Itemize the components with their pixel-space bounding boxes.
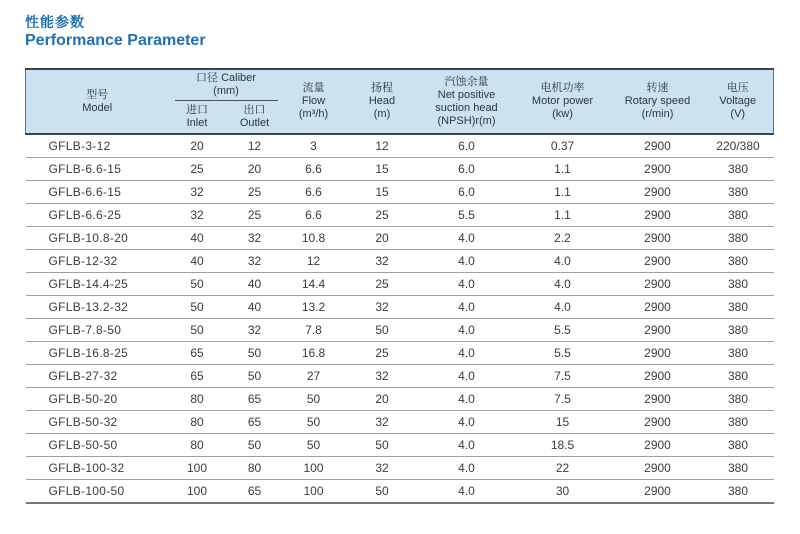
col-header-npsh bbox=[421, 69, 513, 134]
cell-npsh: 4.0 bbox=[421, 227, 513, 250]
cell-outlet: 65 bbox=[226, 388, 284, 411]
cell-flow: 6.6 bbox=[284, 158, 344, 181]
cell-rotary_speed: 2900 bbox=[613, 134, 703, 158]
col-header-caliber-unit: (mm) bbox=[213, 85, 239, 97]
cell-head: 25 bbox=[344, 342, 421, 365]
col-header-rotary-speed-en: Rotary speed bbox=[624, 95, 691, 107]
col-header-voltage bbox=[703, 69, 774, 134]
cell-voltage: 380 bbox=[703, 227, 774, 250]
cell-npsh: 4.0 bbox=[421, 411, 513, 434]
cell-motor_power: 1.1 bbox=[513, 181, 613, 204]
cell-flow: 7.8 bbox=[284, 319, 344, 342]
cell-npsh: 6.0 bbox=[421, 181, 513, 204]
cell-outlet: 65 bbox=[226, 411, 284, 434]
cell-rotary_speed: 2900 bbox=[613, 319, 703, 342]
cell-model: GFLB-100-50 bbox=[26, 480, 169, 504]
cell-flow: 50 bbox=[284, 411, 344, 434]
cell-npsh: 4.0 bbox=[421, 342, 513, 365]
cell-rotary_speed: 2900 bbox=[613, 181, 703, 204]
cell-rotary_speed: 2900 bbox=[613, 273, 703, 296]
cell-voltage: 380 bbox=[703, 250, 774, 273]
cell-motor_power: 4.0 bbox=[513, 296, 613, 319]
cell-voltage: 380 bbox=[703, 181, 774, 204]
col-header-inlet-en: Inlet bbox=[186, 117, 208, 129]
cell-model: GFLB-13.2-32 bbox=[26, 296, 169, 319]
cell-rotary_speed: 2900 bbox=[613, 158, 703, 181]
cell-rotary_speed: 2900 bbox=[613, 388, 703, 411]
cell-head: 12 bbox=[344, 134, 421, 158]
cell-outlet: 32 bbox=[226, 227, 284, 250]
cell-inlet: 80 bbox=[169, 388, 226, 411]
table-row bbox=[26, 480, 774, 504]
table-row bbox=[26, 296, 774, 319]
col-header-flow-zh: 流量 bbox=[302, 82, 325, 94]
col-header-rotary-speed-unit: (r/min) bbox=[641, 108, 674, 120]
table-row bbox=[26, 181, 774, 204]
cell-npsh: 4.0 bbox=[421, 319, 513, 342]
cell-inlet: 32 bbox=[169, 204, 226, 227]
cell-outlet: 20 bbox=[226, 158, 284, 181]
table-row bbox=[26, 434, 774, 457]
cell-model: GFLB-6.6-15 bbox=[26, 158, 169, 181]
cell-npsh: 4.0 bbox=[421, 434, 513, 457]
col-header-head-unit: (m) bbox=[373, 108, 391, 120]
table-row bbox=[26, 365, 774, 388]
cell-motor_power: 5.5 bbox=[513, 319, 613, 342]
table-row bbox=[26, 158, 774, 181]
cell-npsh: 4.0 bbox=[421, 480, 513, 504]
cell-npsh: 5.5 bbox=[421, 204, 513, 227]
col-header-caliber-label: 口径 Caliber bbox=[196, 72, 256, 84]
cell-motor_power: 4.0 bbox=[513, 273, 613, 296]
cell-motor_power: 7.5 bbox=[513, 365, 613, 388]
cell-head: 15 bbox=[344, 181, 421, 204]
cell-model: GFLB-12-32 bbox=[26, 250, 169, 273]
cell-head: 50 bbox=[344, 434, 421, 457]
col-header-flow-unit: (m³/h) bbox=[298, 108, 329, 120]
cell-inlet: 100 bbox=[169, 480, 226, 504]
cell-npsh: 6.0 bbox=[421, 134, 513, 158]
cell-voltage: 380 bbox=[703, 158, 774, 181]
cell-head: 32 bbox=[344, 296, 421, 319]
cell-rotary_speed: 2900 bbox=[613, 250, 703, 273]
cell-motor_power: 5.5 bbox=[513, 342, 613, 365]
table-row bbox=[26, 273, 774, 296]
table-row bbox=[26, 227, 774, 250]
cell-rotary_speed: 2900 bbox=[613, 365, 703, 388]
cell-rotary_speed: 2900 bbox=[613, 342, 703, 365]
cell-outlet: 50 bbox=[226, 365, 284, 388]
cell-voltage: 380 bbox=[703, 411, 774, 434]
col-header-rotary-speed-zh: 转速 bbox=[646, 82, 669, 94]
cell-inlet: 25 bbox=[169, 158, 226, 181]
col-header-motor-power-unit: (kw) bbox=[552, 108, 573, 120]
cell-inlet: 80 bbox=[169, 434, 226, 457]
cell-head: 25 bbox=[344, 273, 421, 296]
cell-model: GFLB-27-32 bbox=[26, 365, 169, 388]
cell-motor_power: 1.1 bbox=[513, 158, 613, 181]
col-header-head-en: Head bbox=[368, 95, 396, 107]
table-row bbox=[26, 457, 774, 480]
col-header-voltage-unit: (V) bbox=[730, 108, 746, 120]
cell-outlet: 25 bbox=[226, 181, 284, 204]
cell-head: 20 bbox=[344, 227, 421, 250]
cell-voltage: 380 bbox=[703, 457, 774, 480]
cell-outlet: 50 bbox=[226, 434, 284, 457]
cell-model: GFLB-7.8-50 bbox=[26, 319, 169, 342]
cell-head: 50 bbox=[344, 319, 421, 342]
cell-head: 50 bbox=[344, 480, 421, 504]
page-title-en: Performance Parameter bbox=[25, 32, 206, 49]
col-header-outlet-zh: 出口 bbox=[243, 104, 266, 116]
cell-outlet: 65 bbox=[226, 480, 284, 504]
cell-head: 20 bbox=[344, 388, 421, 411]
cell-inlet: 32 bbox=[169, 181, 226, 204]
col-header-outlet bbox=[226, 101, 284, 134]
cell-motor_power: 4.0 bbox=[513, 250, 613, 273]
cell-model: GFLB-100-32 bbox=[26, 457, 169, 480]
cell-inlet: 80 bbox=[169, 411, 226, 434]
table-header bbox=[26, 69, 774, 134]
col-header-flow-en: Flow bbox=[301, 95, 326, 107]
col-header-model bbox=[26, 69, 169, 134]
page-title-zh: 性能参数 bbox=[25, 14, 85, 30]
cell-voltage: 380 bbox=[703, 296, 774, 319]
cell-model: GFLB-6.6-25 bbox=[26, 204, 169, 227]
col-header-motor-power bbox=[513, 69, 613, 134]
cell-motor_power: 2.2 bbox=[513, 227, 613, 250]
col-header-caliber bbox=[169, 69, 284, 101]
cell-flow: 27 bbox=[284, 365, 344, 388]
cell-head: 32 bbox=[344, 365, 421, 388]
cell-inlet: 65 bbox=[169, 342, 226, 365]
cell-npsh: 4.0 bbox=[421, 457, 513, 480]
cell-flow: 13.2 bbox=[284, 296, 344, 319]
cell-flow: 100 bbox=[284, 480, 344, 504]
cell-head: 32 bbox=[344, 250, 421, 273]
col-header-outlet-en: Outlet bbox=[239, 117, 270, 129]
cell-voltage: 380 bbox=[703, 434, 774, 457]
cell-model: GFLB-6.6-15 bbox=[26, 181, 169, 204]
cell-inlet: 40 bbox=[169, 227, 226, 250]
cell-voltage: 380 bbox=[703, 480, 774, 504]
table-row bbox=[26, 134, 774, 158]
cell-npsh: 4.0 bbox=[421, 273, 513, 296]
col-header-motor-power-zh: 电机功率 bbox=[540, 82, 585, 94]
cell-model: GFLB-50-32 bbox=[26, 411, 169, 434]
cell-inlet: 20 bbox=[169, 134, 226, 158]
cell-rotary_speed: 2900 bbox=[613, 227, 703, 250]
col-header-model-zh: 型号 bbox=[86, 88, 109, 101]
page-title-block bbox=[25, 13, 206, 51]
cell-rotary_speed: 2900 bbox=[613, 434, 703, 457]
cell-flow: 14.4 bbox=[284, 273, 344, 296]
cell-outlet: 32 bbox=[226, 319, 284, 342]
cell-rotary_speed: 2900 bbox=[613, 296, 703, 319]
cell-model: GFLB-16.8-25 bbox=[26, 342, 169, 365]
cell-motor_power: 15 bbox=[513, 411, 613, 434]
cell-flow: 100 bbox=[284, 457, 344, 480]
cell-voltage: 380 bbox=[703, 204, 774, 227]
cell-voltage: 380 bbox=[703, 365, 774, 388]
cell-outlet: 40 bbox=[226, 296, 284, 319]
cell-voltage: 220/380 bbox=[703, 134, 774, 158]
cell-motor_power: 1.1 bbox=[513, 204, 613, 227]
col-header-inlet bbox=[169, 101, 226, 134]
cell-npsh: 4.0 bbox=[421, 250, 513, 273]
table-row bbox=[26, 411, 774, 434]
cell-inlet: 50 bbox=[169, 319, 226, 342]
cell-flow: 6.6 bbox=[284, 181, 344, 204]
cell-flow: 6.6 bbox=[284, 204, 344, 227]
col-header-head bbox=[344, 69, 421, 134]
cell-inlet: 40 bbox=[169, 250, 226, 273]
cell-motor_power: 18.5 bbox=[513, 434, 613, 457]
cell-outlet: 12 bbox=[226, 134, 284, 158]
cell-motor_power: 7.5 bbox=[513, 388, 613, 411]
col-header-voltage-zh: 电压 bbox=[726, 82, 749, 94]
cell-rotary_speed: 2900 bbox=[613, 204, 703, 227]
cell-inlet: 50 bbox=[169, 273, 226, 296]
cell-rotary_speed: 2900 bbox=[613, 411, 703, 434]
col-header-head-zh: 扬程 bbox=[371, 82, 393, 94]
table-row bbox=[26, 250, 774, 273]
cell-inlet: 100 bbox=[169, 457, 226, 480]
col-header-npsh-zh: 汽蚀余量 bbox=[444, 75, 489, 88]
cell-voltage: 380 bbox=[703, 273, 774, 296]
cell-npsh: 6.0 bbox=[421, 158, 513, 181]
cell-flow: 50 bbox=[284, 434, 344, 457]
cell-flow: 16.8 bbox=[284, 342, 344, 365]
cell-model: GFLB-50-20 bbox=[26, 388, 169, 411]
col-header-rotary-speed bbox=[613, 69, 703, 134]
cell-flow: 50 bbox=[284, 388, 344, 411]
cell-motor_power: 22 bbox=[513, 457, 613, 480]
cell-model: GFLB-10.8-20 bbox=[26, 227, 169, 250]
cell-outlet: 80 bbox=[226, 457, 284, 480]
col-header-inlet-zh: 进口 bbox=[186, 104, 208, 116]
col-header-motor-power-en: Motor power bbox=[531, 95, 594, 107]
col-header-flow bbox=[284, 69, 344, 134]
cell-outlet: 50 bbox=[226, 342, 284, 365]
cell-inlet: 50 bbox=[169, 296, 226, 319]
table-row bbox=[26, 204, 774, 227]
cell-head: 32 bbox=[344, 411, 421, 434]
cell-flow: 3 bbox=[284, 134, 344, 158]
col-header-npsh-unit: (NPSH)r(m) bbox=[437, 114, 496, 127]
cell-motor_power: 30 bbox=[513, 480, 613, 504]
cell-model: GFLB-3-12 bbox=[26, 134, 169, 158]
col-header-voltage-en: Voltage bbox=[719, 95, 757, 107]
cell-head: 32 bbox=[344, 457, 421, 480]
performance-parameter-table bbox=[25, 68, 774, 504]
cell-rotary_speed: 2900 bbox=[613, 457, 703, 480]
cell-outlet: 40 bbox=[226, 273, 284, 296]
cell-head: 15 bbox=[344, 158, 421, 181]
cell-model: GFLB-14.4-25 bbox=[26, 273, 169, 296]
table-row bbox=[26, 319, 774, 342]
cell-voltage: 380 bbox=[703, 342, 774, 365]
table-row bbox=[26, 342, 774, 365]
cell-flow: 12 bbox=[284, 250, 344, 273]
cell-flow: 10.8 bbox=[284, 227, 344, 250]
cell-outlet: 32 bbox=[226, 250, 284, 273]
cell-model: GFLB-50-50 bbox=[26, 434, 169, 457]
cell-npsh: 4.0 bbox=[421, 296, 513, 319]
col-header-npsh-en: Net positive suction head bbox=[435, 88, 498, 114]
cell-voltage: 380 bbox=[703, 388, 774, 411]
cell-npsh: 4.0 bbox=[421, 388, 513, 411]
cell-voltage: 380 bbox=[703, 319, 774, 342]
col-header-model-en: Model bbox=[82, 101, 113, 114]
cell-inlet: 65 bbox=[169, 365, 226, 388]
cell-motor_power: 0.37 bbox=[513, 134, 613, 158]
cell-head: 25 bbox=[344, 204, 421, 227]
cell-npsh: 4.0 bbox=[421, 365, 513, 388]
cell-outlet: 25 bbox=[226, 204, 284, 227]
table-body bbox=[26, 134, 774, 503]
cell-rotary_speed: 2900 bbox=[613, 480, 703, 504]
table-row bbox=[26, 388, 774, 411]
